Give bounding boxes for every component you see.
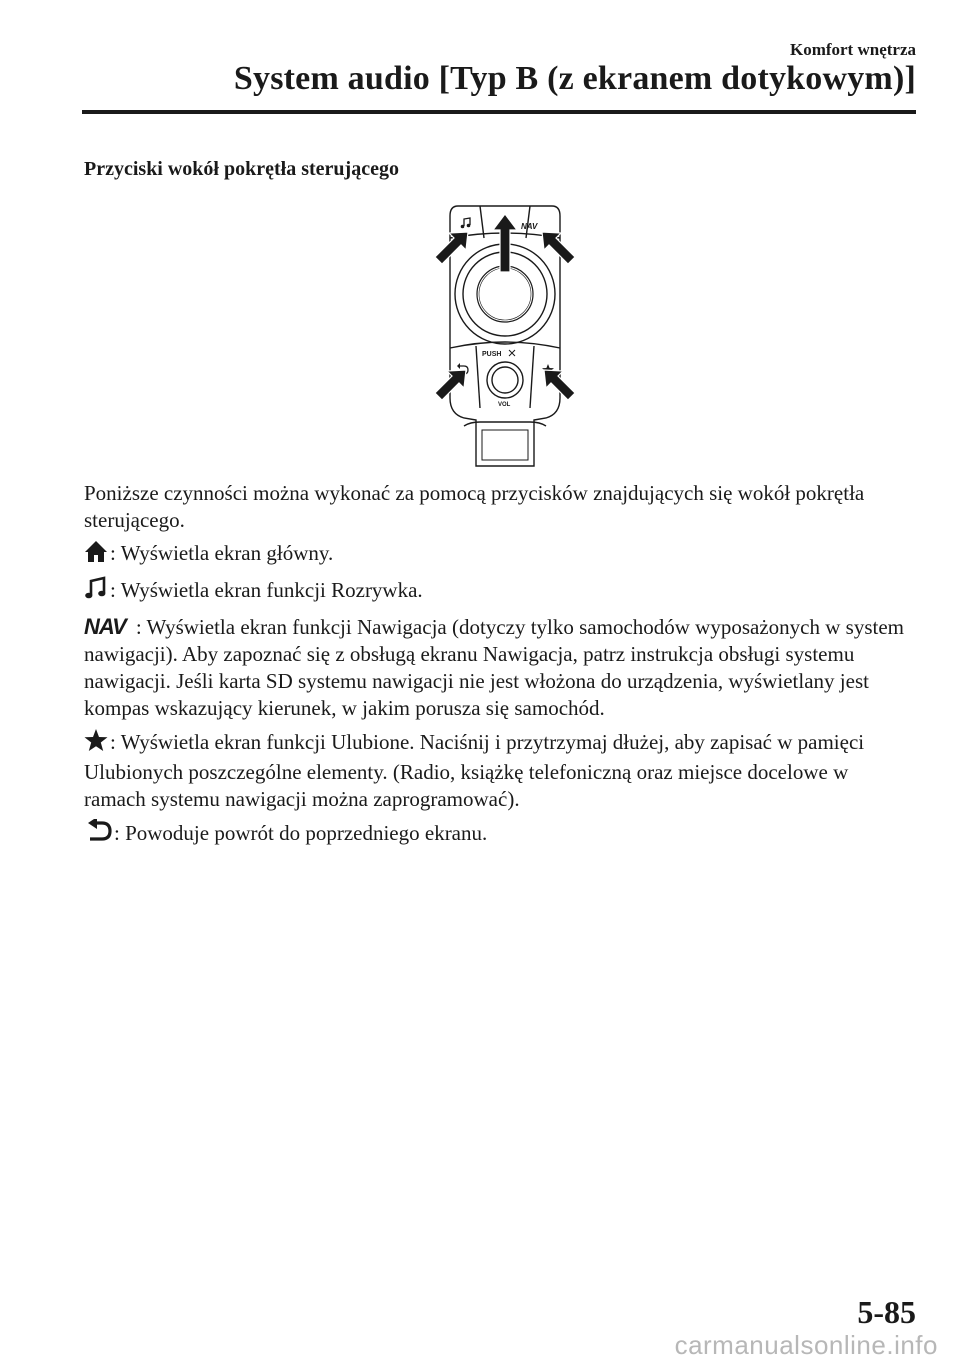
back-description: : Powoduje powrót do poprzedniego ekranu. (114, 821, 488, 845)
control-knob-illustration (430, 198, 580, 474)
arrow-music-button (435, 232, 468, 264)
device-music-glyph (461, 218, 471, 228)
list-item-back (84, 819, 914, 850)
arrow-nav-button (542, 232, 575, 264)
home-icon (84, 539, 108, 570)
device-vol-label: VOL (498, 402, 511, 408)
nav-description: : Wyświetla ekran funkcji Nawigacja (dotyczy tylko samochodów wyposażonych w system nawigacji). Aby zapoznać się z obsługą ekranu Nawigacja, patrz instrukcja obsługi systemu nawigacji. Jeśli karta SD systemu nawigacji nie jest włożona do urządzenia, wyświetlany jest kompas wskazujący kierunek, w jakim porusza się samochód. (84, 615, 904, 720)
watermark: carmanualsonline.info (674, 1330, 938, 1360)
home-description: : Wyświetla ekran główny. (110, 541, 334, 565)
music-note-icon (84, 576, 108, 607)
arrow-home-button (493, 214, 517, 272)
header-section: Komfort wnętrza (789, 40, 916, 59)
device-push-label: PUSH (482, 351, 502, 358)
list-item-music (84, 576, 914, 607)
intro-paragraph: Poniższe czynności można wykonać za pomocą przycisków znajdujących się wokół pokrętła sterującego. (84, 481, 865, 532)
back-arrow-icon (84, 819, 112, 850)
device-nav-label: NAV (521, 222, 538, 231)
page-number: 5-85 (857, 1294, 916, 1330)
music-description: : Wyświetla ekran funkcji Rozrywka. (110, 578, 423, 602)
star-description: : Wyświetla ekran funkcji Ulubione. Naciśnij i przytrzymaj dłużej, aby zapisać w pamięci Ulubionych poszczególne elementy. (Radio, książkę telefoniczną oraz miejsce docelowe w ramach systemu nawigacji można zaprogramować). (84, 730, 865, 811)
list-item-star (84, 728, 914, 813)
body-text (84, 480, 914, 856)
control-knob-figure (430, 198, 580, 474)
nav-icon: NAV (84, 614, 126, 639)
page-title: System audio [Typ B (z ekranem dotykowym)] (233, 60, 916, 97)
subheading: Przyciski wokół pokrętła sterującego (84, 158, 399, 180)
header-rule (82, 110, 916, 114)
star-icon (84, 728, 108, 759)
list-item-home (84, 539, 914, 570)
list-item-nav (84, 613, 914, 722)
